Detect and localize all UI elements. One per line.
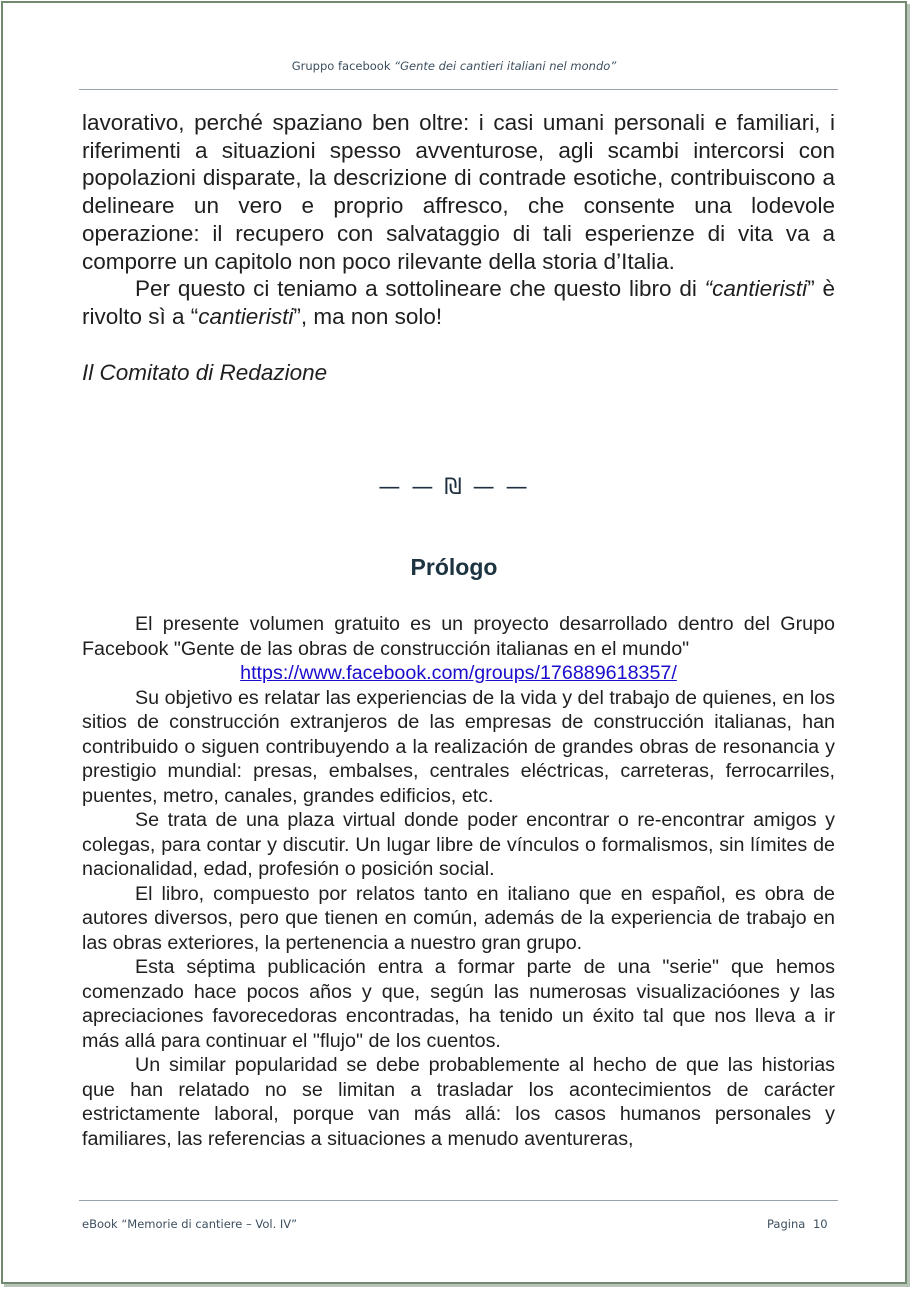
prologo-paragraph-3: Se trata de una plaza virtual donde poder encontrar o re-encontrar amigos y colegas, para contar y discutir. Un lugar libre de vínculos o formalismos, sin límites de nacionalidad, edad, profesión o posición social. [82,809,835,880]
header-title: “Gente dei cantieri italiani nel mondo” [394,59,617,73]
italian-para2-part-e: ”, ma non solo! [293,303,443,329]
prologo-paragraph-2: Su objetivo es relatar las experiencias de la vida y del trabajo de quienes, en los sitios de construcción extranjeros de las empresas de construcción italianas, han contribuido o siguen contribuyendo a la realización de grandes obras de resonancia y prestigio mundial: presas, embalses, centrales eléctricas, carreteras, ferrocarriles, puentes, metro, canales, grandes edificios, etc. [82,686,835,807]
prologo-text-block [82,612,835,1151]
page-number: 10 [812,1217,828,1231]
italian-para2-cantieristi-1: “cantieristi [704,276,808,302]
page-header [3,59,905,73]
signature: Il Comitato di Redazione [82,359,328,385]
prologo-paragraph-5: Esta séptima publicación entra a formar parte de una "serie" que hemos comenzado hace pocos años y que, según las numerosas visualizacióones y las apreciaciones favorecedoras encontradas, ha tenido un éxito tal que nos lleva a ir más allá para continuar el "flujo" de los cuentos. [82,956,835,1052]
header-prefix: Gruppo facebook [291,59,395,73]
prologo-paragraph-6: Un similar popularidad se debe probablemente al hecho de que las historias que han relatado no se limitan a trasladar los acontecimientos de carácter estrictamente laboral, porque van más allá: los casos humanos personales y familiares, las referencias a situaciones a menudo aventureras, [82,1054,835,1150]
prologo-paragraph-4: El libro, compuesto por relatos tanto en italiano que en español, es obra de autores diversos, pero que tienen en común, además de la experiencia de trabajo en las obras exteriores, la pertenencia a nuestro gran grupo. [82,882,835,954]
italian-para2-part-a: Per questo ci teniamo a sottolineare che questo libro di [135,276,705,302]
section-divider: — — ₪ — — [378,475,530,500]
italian-paragraph-2 [82,275,835,330]
page-frame [1,1,907,1284]
footer-rule [79,1200,838,1201]
italian-para2-cantieristi-2: cantieristi [198,303,294,329]
page-label: Pagina [767,1217,806,1231]
facebook-group-link-line [82,661,835,686]
italian-paragraph-1: lavorativo, perché spaziano ben oltre: i casi umani personali e familiari, i riferimenti a situazioni spesso avventurose, agli scambi intercorsi con popolazioni disparate, la descrizione di contrade esotiche, contribuiscono a delineare un vero e proprio affresco, che consente una lodevole operazione: il recupero con salvataggio di tali esperienze di vita va a comporre un capitolo non poco rilevante della storia d’Italia. [82,110,835,274]
prologo-title: Prólogo [410,554,498,580]
italian-para2-part-c: ” è rivolto sì a “ [82,276,836,329]
footer-book-title: eBook “Memorie di cantiere – Vol. IV” [82,1217,298,1231]
header-rule [79,89,838,90]
italian-text-block [82,109,835,386]
footer-page [767,1217,828,1231]
facebook-group-link[interactable]: https://www.facebook.com/groups/176889618357/ [240,662,677,684]
prologo-paragraph-1: El presente volumen gratuito es un proyecto desarrollado dentro del Grupo Facebook "Gente de las obras de construcción italianas en el mundo" [82,613,835,660]
